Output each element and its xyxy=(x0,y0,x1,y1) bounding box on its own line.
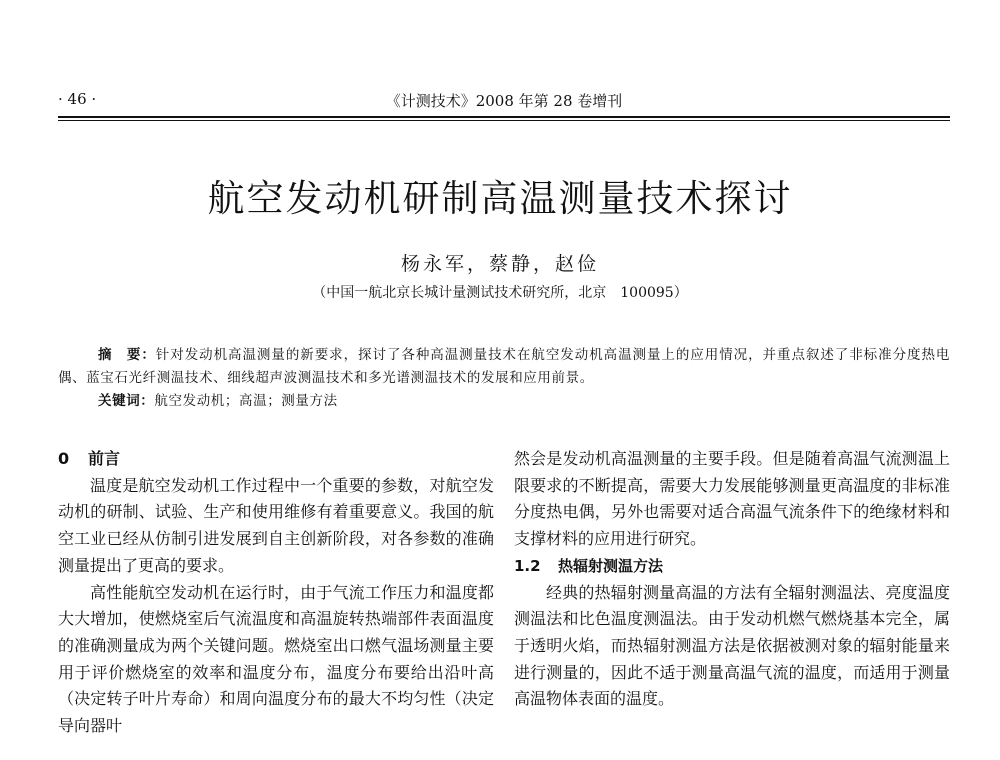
section-number: 0 xyxy=(58,449,70,468)
paragraph: 温度是航空发动机工作过程中一个重要的参数，对航空发动机的研制、试验、生产和使用维修有着重要意义。我国的航空工业已经从仿制引进发展到自主创新阶段，对各参数的准确测量提出了更高的要求。 xyxy=(58,475,494,575)
left-column xyxy=(58,446,494,740)
header-rule-thick xyxy=(58,116,950,118)
affiliation: （中国一航北京长城计量测试技术研究所，北京 100095） xyxy=(312,285,688,301)
keywords xyxy=(58,390,950,413)
abstract-block xyxy=(58,344,950,413)
abstract-label: 摘 要： xyxy=(98,347,156,363)
paragraph: 高性能航空发动机在运行时，由于气流工作压力和温度都大大增加，使燃烧室后气流温度和高温旋转热端部件表面温度的准确测量成为两个关键问题。燃烧室出口燃气温场测量主要用于评价燃烧室的效率和温度分布，温度分布要给出沿叶高（决定转子叶片寿命）和周向温度分布的最大不均匀性（决定导向器叶 xyxy=(58,582,494,736)
right-column xyxy=(514,446,950,713)
header-rule-thin xyxy=(58,120,950,121)
section-heading xyxy=(58,446,494,473)
paragraph: 经典的热辐射测量高温的方法有全辐射测温法、亮度温度测温法和比色温度测温法。由于发动机燃气燃烧基本完全，属于透明火焰，而热辐射测温方法是依据被测对象的辐射能量来进行测量的，因此不适于测量高温气流的温度，而适用于测量高温物体表面的温度。 xyxy=(514,582,950,709)
page-number: · 46 · xyxy=(58,90,97,108)
subsection-number: 1.2 xyxy=(514,556,541,575)
keywords-label: 关键词： xyxy=(98,393,155,409)
subsection-heading xyxy=(514,553,950,580)
journal-name: 《计测技术》2008 年第 28 卷增刊 xyxy=(385,92,623,110)
abstract xyxy=(58,344,950,390)
subsection-title: 热辐射测温方法 xyxy=(558,556,664,575)
keywords-text: 航空发动机；高温；测量方法 xyxy=(154,393,338,409)
abstract-text: 针对发动机高温测量的新要求，探讨了各种高温测量技术在航空发动机高温测量上的应用情况，并重点叙述了非标准分度热电偶、蓝宝石光纤测温技术、细线超声波测温技术和多光谱测温技术的发展和应用前景。 xyxy=(58,347,951,386)
running-header xyxy=(58,88,950,114)
paragraph: 然会是发动机高温测量的主要手段。但是随着高温气流测温上限要求的不断提高，需要大力发展能够测量更高温度的非标准分度热电偶，另外也需要对适合高温气流条件下的绝缘材料和支撑材料的应用进行研究。 xyxy=(514,449,950,549)
author-list: 杨永军，蔡静，赵俭 xyxy=(400,253,599,275)
section-title: 前言 xyxy=(88,449,121,468)
paper-title: 航空发动机研制高温测量技术探讨 xyxy=(207,177,793,220)
